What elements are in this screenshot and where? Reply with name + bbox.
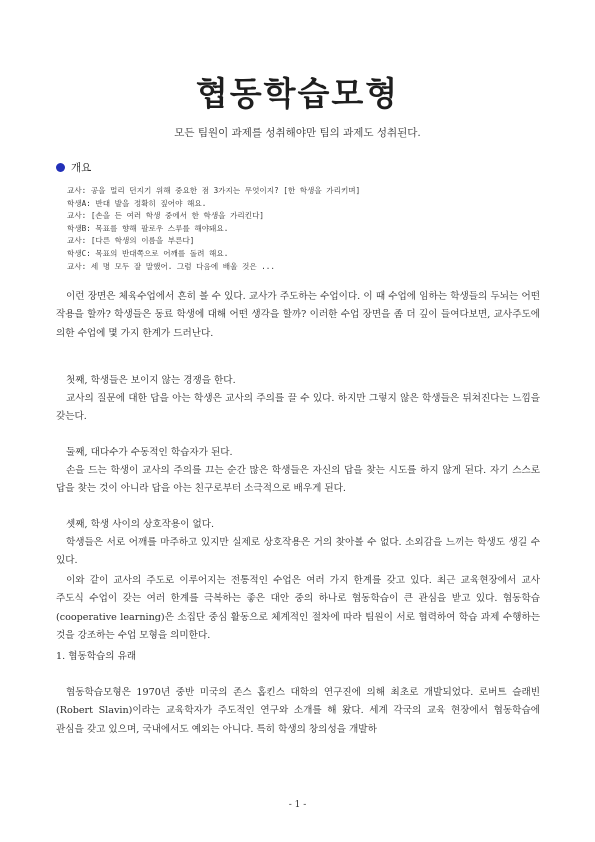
dialog-line: 학생A: 반대 발을 정확히 짚어야 해요. <box>67 198 207 208</box>
dialog-line: 교사: [다른 학생의 이름을 부른다] <box>67 236 195 246</box>
summary-paragraph: 이와 같이 교사의 주도로 이루어지는 전통적인 수업은 여러 가지 한계를 갖고 있다. 최근 교육현장에서 교사 주도식 수업이 갖는 여러 한계를 극복하는 좋은 대안 중의 하나로 협동학습이 큰 관심을 받고 있다. 협동학습(cooperative learning)은 소집단 중심 활동으로 체계적인 절차에 따라 팀원이 서로 협력하여 학습 과제 수행하는 것을 강조하는 수업 모형을 의미한다. <box>56 575 540 642</box>
section1-body: 협동학습모형은 1970년 중반 미국의 존스 홉킨스 대학의 연구진에 의해 최초로 개발되었다. 로버트 슬래빈(Robert Slavin)이라는 교육학자가 주도적인 연구와 소개를 해 왔다. 세계 각국의 교육 현장에서 협동학습에 관심을 갖고 있으며, 국내에서도 예외는 아니다. 특히 학생의 창의성을 개발하 <box>56 687 540 735</box>
subtitle: 모든 팀원이 과제를 성취해야만 팀의 과제도 성취된다. <box>174 127 421 139</box>
intro-paragraph: 이런 장면은 체육수업에서 흔히 볼 수 있다. 교사가 주도하는 수업이다. 이 때 수업에 임하는 학생들의 두뇌는 어떤 작용을 할까? 학생들은 동료 학생에 대해 어떤 생각을 할까? 이러한 수업 장면을 좀 더 깊이 들여다보면, 교사주도에 의한 수업에 몇 가지 한계가 드러난다. <box>56 291 540 339</box>
bullet-icon <box>56 163 65 172</box>
third-heading: 셋째, 학생 사이의 상호작용이 없다. <box>66 519 215 530</box>
overview-heading <box>56 160 91 175</box>
section1-heading: 1. 협동학습의 유래 <box>56 651 137 662</box>
overview-label: 개요 <box>71 162 92 174</box>
dialog-line: 교사: 세 명 모두 잘 말했어. 그럼 다음에 배울 것은 ... <box>67 261 275 271</box>
second-heading: 둘째, 대다수가 수동적인 학습자가 된다. <box>66 447 233 458</box>
dialog-line: 교사: [손을 든 여러 학생 중에서 한 학생을 가리킨다] <box>67 211 264 221</box>
page-number: - 1 - <box>288 800 307 810</box>
dialog-block <box>67 185 537 273</box>
dialog-line: 학생C: 목표의 반대쪽으로 어깨를 돌려 해요. <box>67 248 229 258</box>
third-body: 학생들은 서로 어깨를 마주하고 있지만 실제로 상호작용은 거의 찾아볼 수 없다. 소외감을 느끼는 학생도 생길 수 있다. <box>56 537 540 567</box>
first-heading: 첫째, 학생들은 보이지 않는 경쟁을 한다. <box>66 375 236 386</box>
page-title: 협동학습모형 <box>195 74 400 113</box>
dialog-line: 교사: 공을 멀리 던지기 위해 중요한 점 3가지는 무엇이지? [한 학생을 가리키며] <box>67 186 361 195</box>
first-body: 교사의 질문에 대한 답을 아는 학생은 교사의 주의를 끌 수 있다. 하지만 그렇지 않은 학생들은 뒤쳐진다는 느낌을 갖는다. <box>56 393 540 423</box>
second-body: 손을 드는 학생이 교사의 주의를 끄는 순간 많은 학생들은 자신의 답을 찾는 시도를 하지 않게 된다. 자기 스스로 답을 찾는 것이 아니라 답을 아는 친구로부터 소극적으로 배우게 된다. <box>56 465 540 495</box>
dialog-line: 학생B: 목표를 향해 팔로우 스루를 해야돼요. <box>67 223 229 233</box>
